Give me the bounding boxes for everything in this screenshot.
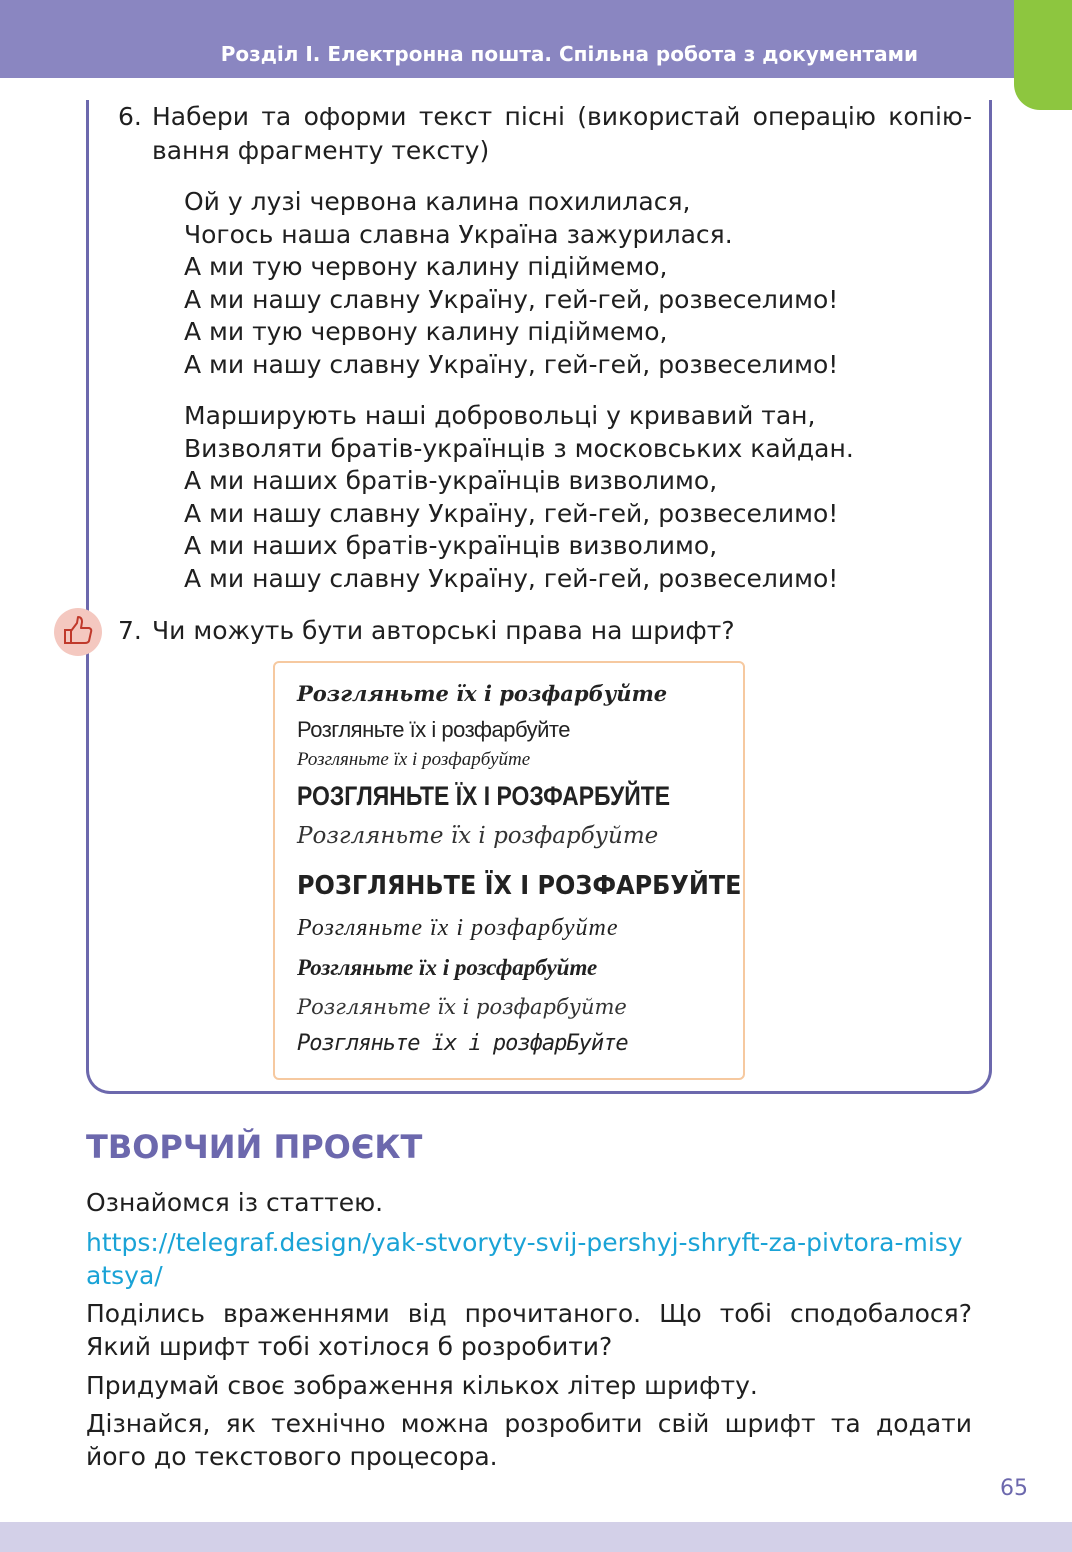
poem-line: А ми тую червону калину підіймемо, [184,252,668,281]
poem-line: А ми нашу славну Україну, гей-гей, розвеселимо! [184,349,839,379]
font-sample: Розгляньте їх і розфарбуйте [297,915,619,941]
article-link[interactable]: https://telegraf.design/yak-stvoryty-svij-pershyj-shryft-za-pivtora-misyatsya/ [86,1228,963,1290]
poem-line: А ми наших братів-українців визволимо, [184,531,718,560]
poem-line: Визволяти братів-українців з московських кайдан. [184,433,854,463]
task-7-number: 7. [118,616,142,645]
chapter-tab [1014,0,1072,110]
header-title: Розділ I. Електронна пошта. Спільна робота з документами [220,42,918,66]
header-bar [0,0,1016,78]
poem-line: Чогось наша славна Україна зажурилася. [184,219,733,249]
project-intro: Ознайомся із статтею. [86,1188,384,1217]
poem-line: Марширують наші добровольці у кривавий тан, [184,401,816,430]
poem-line: А ми нашу славну Україну, гей-гей, розвеселимо! [184,498,839,528]
project-paragraph: Поділись враженнями від прочитаного. Що тобі сподобалося? Який шрифт тобі хотілося б розробити? [86,1299,972,1361]
poem-stanza-1 [184,186,838,381]
font-sample: РОЗГЛЯНЬТЕ ЇХ І РОЗФАРБУЙТЕ [297,781,671,811]
font-sample: Розгляньте їх і розфарБуйте [297,1031,628,1056]
font-sample: Розгляньте їх і розфарбуйте [297,681,668,706]
font-sample: Розгляньте їх і розфарбуйте [297,717,570,742]
section-title: ТВОРЧИЙ ПРОЄКТ [86,1128,423,1166]
project-paragraph: Придумай своє зображення кількох літер шрифту. [86,1371,758,1400]
task-6-text: Набери та оформи текст пісні (використай операцію копію-вання фрагменту тексту) [152,102,972,165]
font-sample: Розгляньте їх і розсфарбуйте [297,955,598,980]
footer-bar [0,1522,1072,1552]
font-sample: Розгляньте їх і розфарбуйте [297,995,627,1019]
font-sample: Розгляньте їх і розфарбуйте [297,823,659,849]
poem-line: А ми нашу славну Україну, гей-гей, розвеселимо! [184,563,839,593]
font-samples-image [273,661,745,1080]
page-number: 65 [1000,1476,1028,1501]
project-paragraph: Дізнайся, як технічно можна розробити свій шрифт та додати його до текстового процесора. [86,1409,972,1471]
thumbs-up-icon [54,608,102,656]
task-6-number: 6. [118,102,142,131]
task-7-text: Чи можуть бути авторські права на шрифт? [152,616,735,645]
poem-line: Ой у лузі червона калина похилилася, [184,187,691,216]
font-sample: РОЗГЛЯНЬТЕ ЇХ І РОЗФАРБУЙТЕ [297,871,742,901]
poem-line: А ми наших братів-українців визволимо, [184,466,718,495]
font-sample: Розгляньте їх і розфарбуйте [297,749,531,770]
poem-line: А ми тую червону калину підіймемо, [184,317,668,346]
poem-stanza-2 [184,400,854,595]
poem-line: А ми нашу славну Україну, гей-гей, розвеселимо! [184,284,839,314]
